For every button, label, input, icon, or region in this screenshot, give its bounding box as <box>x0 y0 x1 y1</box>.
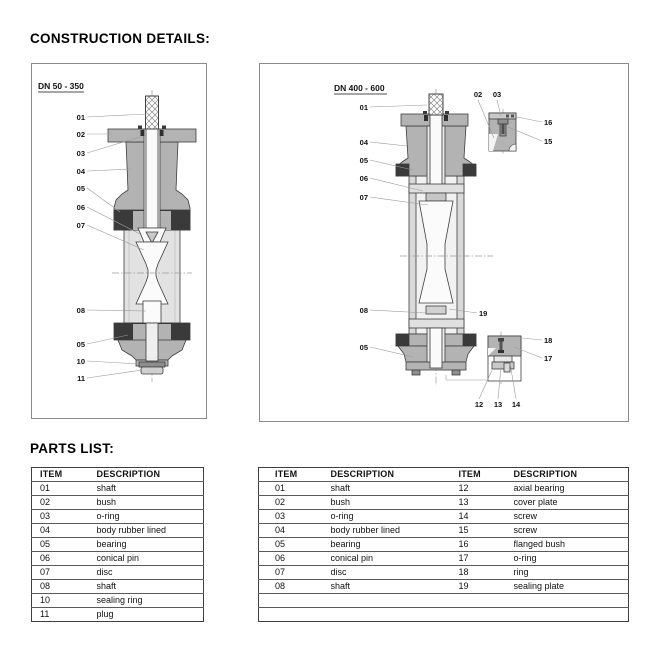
range-label-dn50-350: DN 50 - 350 <box>38 81 84 91</box>
table-cell: 15 <box>459 524 514 538</box>
callout-12: 12 <box>474 400 484 409</box>
callout-05: 05 <box>359 156 368 165</box>
table-row <box>259 524 629 538</box>
table-cell: 08 <box>259 580 331 594</box>
callout-16: 16 <box>544 118 553 127</box>
parts-table-dn50-350 <box>31 467 204 622</box>
table-cell: screw <box>514 524 629 538</box>
table-cell: 13 <box>459 496 514 510</box>
table-cell: 16 <box>459 538 514 552</box>
table-cell: 02 <box>32 496 97 510</box>
column-header-item-2: ITEM <box>458 469 481 479</box>
callout-11: 11 <box>77 374 85 383</box>
table-row <box>259 594 629 608</box>
table-row <box>32 510 204 524</box>
table-row <box>32 594 204 608</box>
callout-15: 15 <box>544 137 553 146</box>
table-cell <box>259 608 331 622</box>
table-cell: axial bearing <box>514 482 629 496</box>
valve-drawing-dn400-600 <box>260 64 628 421</box>
shaft-hatched-end <box>429 94 443 115</box>
table-row <box>32 524 204 538</box>
table-cell <box>331 608 459 622</box>
table-cell: shaft <box>97 482 204 496</box>
table-header-row <box>32 468 204 482</box>
column-header-description: DESCRIPTION <box>96 469 161 479</box>
table-cell: disc <box>97 566 204 580</box>
callout-02: 02 <box>473 90 483 99</box>
column-header-description: DESCRIPTION <box>330 469 395 479</box>
callout-01: 01 <box>76 113 85 122</box>
table-cell: bush <box>97 496 204 510</box>
parts-table-dn400-600 <box>258 467 629 622</box>
callout-14: 14 <box>511 400 521 409</box>
table-cell: o-ring <box>514 552 629 566</box>
upper-detail-inset <box>489 109 516 155</box>
table-cell: disc <box>331 566 459 580</box>
callout-06: 06 <box>76 203 85 212</box>
table-cell: 18 <box>459 566 514 580</box>
callout-04: 04 <box>76 167 85 176</box>
table-cell <box>514 594 629 608</box>
callout-03: 03 <box>76 149 85 158</box>
table-cell: 07 <box>259 566 331 580</box>
diagram-panel-dn400-600 <box>259 63 629 422</box>
axial-bearing <box>494 356 512 362</box>
table-cell: 07 <box>32 566 97 580</box>
table-cell: shaft <box>331 580 459 594</box>
table-cell: 01 <box>259 482 331 496</box>
table-cell <box>259 594 331 608</box>
o-ring-right <box>160 130 164 136</box>
ring-18 <box>498 338 504 342</box>
table-cell: screw <box>514 510 629 524</box>
table-cell <box>459 594 514 608</box>
valve-drawing-dn50-350 <box>32 64 206 418</box>
table-cell <box>459 608 514 622</box>
flanged-bush <box>498 119 508 124</box>
table-cell: bearing <box>97 538 204 552</box>
table-row <box>32 552 204 566</box>
table-row <box>259 552 629 566</box>
callout-08: 08 <box>76 306 85 315</box>
table-row <box>32 566 204 580</box>
shaft-hatched-end <box>146 96 159 129</box>
callout-01: 01 <box>359 103 368 112</box>
table-cell: body rubber lined <box>331 524 459 538</box>
callout-07: 07 <box>76 221 85 230</box>
table-cell: 12 <box>459 482 514 496</box>
table-cell: 08 <box>32 580 97 594</box>
table-cell: shaft <box>331 482 459 496</box>
table-cell: shaft <box>97 580 204 594</box>
diagram-panel-dn50-350 <box>31 63 207 419</box>
callout-19: 19 <box>479 309 488 318</box>
column-header-description-2: DESCRIPTION <box>513 469 578 479</box>
table-row <box>259 608 629 622</box>
column-header-item: ITEM <box>275 469 298 479</box>
callout-02: 02 <box>76 130 85 139</box>
table-row <box>259 580 629 594</box>
screw-lower <box>500 342 503 351</box>
table-row <box>32 580 204 594</box>
callout-03: 03 <box>492 90 502 99</box>
callout-05: 05 <box>76 184 85 193</box>
screw-15 <box>502 124 505 134</box>
table-row <box>259 482 629 496</box>
table-row <box>32 482 204 496</box>
construction-details-heading: CONSTRUCTION DETAILS: <box>30 31 211 46</box>
callout-08: 08 <box>359 306 368 315</box>
callout-05b: 05 <box>76 340 85 349</box>
sealing-ring <box>139 362 165 367</box>
table-cell: o-ring <box>97 510 204 524</box>
table-row <box>32 538 204 552</box>
table-cell: 06 <box>32 552 97 566</box>
table-cell: bush <box>331 496 459 510</box>
table-cell: 05 <box>32 538 97 552</box>
table-cell: 04 <box>259 524 331 538</box>
column-header-item: ITEM <box>40 469 63 479</box>
table-row <box>32 608 204 622</box>
table-cell: 02 <box>259 496 331 510</box>
table-cell: cover plate <box>514 496 629 510</box>
valve-cross-section <box>108 90 196 382</box>
table-cell: 17 <box>459 552 514 566</box>
table-cell: 03 <box>259 510 331 524</box>
table-cell: 10 <box>32 594 97 608</box>
parts-list-heading: PARTS LIST: <box>30 441 115 456</box>
table-cell: 19 <box>459 580 514 594</box>
table-cell: 01 <box>32 482 97 496</box>
conical-pin <box>426 193 446 201</box>
callout-labels <box>77 113 86 383</box>
valve-cross-section <box>396 89 493 386</box>
table-cell: 14 <box>459 510 514 524</box>
o-ring-left <box>141 130 145 136</box>
table-cell: 04 <box>32 524 97 538</box>
table-cell: conical pin <box>331 552 459 566</box>
table-cell: bearing <box>331 538 459 552</box>
table-cell <box>514 608 629 622</box>
table-cell: body rubber lined <box>97 524 204 538</box>
table-cell <box>331 594 459 608</box>
table-row <box>259 496 629 510</box>
plug <box>141 367 163 374</box>
screw-14 <box>504 363 510 372</box>
sealing-plate <box>426 306 446 314</box>
table-row <box>32 496 204 510</box>
table-cell: sealing ring <box>97 594 204 608</box>
o-ring-17 <box>498 350 504 353</box>
callout-04: 04 <box>359 138 368 147</box>
table-cell: 05 <box>259 538 331 552</box>
callout-10: 10 <box>76 357 85 366</box>
table-cell: 06 <box>259 552 331 566</box>
table-cell: flanged bush <box>514 538 629 552</box>
table-row <box>259 538 629 552</box>
table-cell: conical pin <box>97 552 204 566</box>
callout-05b: 05 <box>359 343 368 352</box>
callout-17: 17 <box>544 354 553 363</box>
table-cell: sealing plate <box>514 580 629 594</box>
callout-18: 18 <box>544 336 553 345</box>
table-cell: 03 <box>32 510 97 524</box>
table-cell: 11 <box>32 608 97 622</box>
table-cell: plug <box>97 608 204 622</box>
table-row <box>259 566 629 580</box>
callout-06: 06 <box>359 174 368 183</box>
table-cell: ring <box>514 566 629 580</box>
callout-07: 07 <box>359 193 368 202</box>
table-row <box>259 510 629 524</box>
table-cell: o-ring <box>331 510 459 524</box>
callout-13: 13 <box>493 400 503 409</box>
table-header-row <box>259 468 629 482</box>
range-label-dn400-600: DN 400 - 600 <box>334 83 385 93</box>
